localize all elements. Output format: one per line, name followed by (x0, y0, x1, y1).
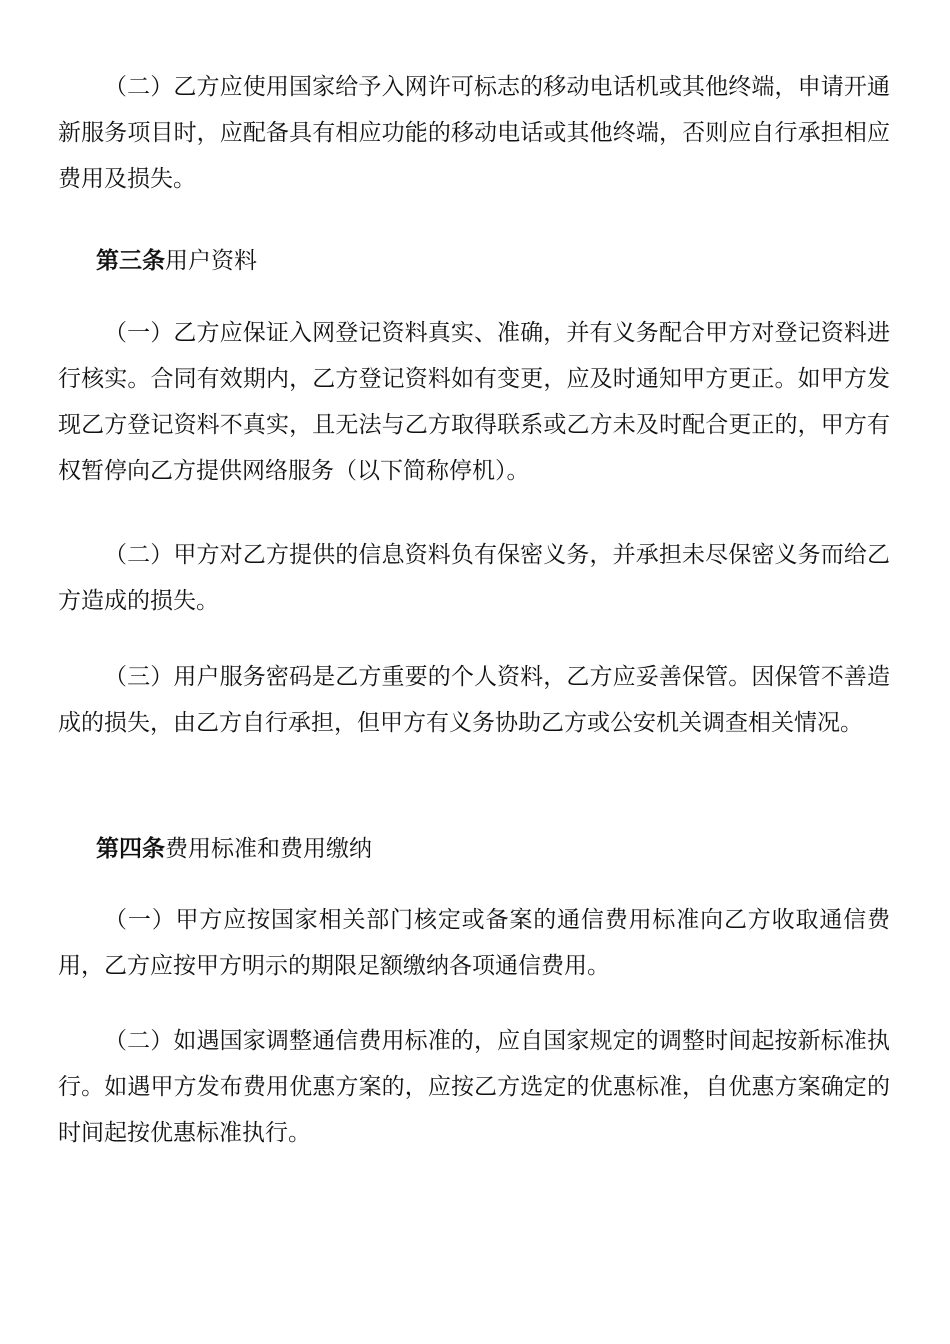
paragraph-registration-info: （一）乙方应保证入网登记资料真实、准确，并有义务配合甲方对登记资料进行核实。合同有效期内，乙方登记资料如有变更，应及时通知甲方更正。如甲方发现乙方登记资料不真实，且无法与乙方取得联系或乙方未及时配合更正的，甲方有权暂停向乙方提供网络服务（以下简称停机）。 (58, 320, 890, 484)
paragraph-confidentiality: （二）甲方对乙方提供的信息资料负有保密义务，并承担未尽保密义务而给乙方造成的损失。 (58, 542, 890, 614)
paragraph-terminal-requirement: （二）乙方应使用国家给予入网许可标志的移动电话机或其他终端，申请开通新服务项目时，应配备具有相应功能的移动电话或其他终端，否则应自行承担相应费用及损失。 (58, 74, 890, 192)
paragraph-fee-adjustment: （二）如遇国家调整通信费用标准的，应自国家规定的调整时间起按新标准执行。如遇甲方发布费用优惠方案的，应按乙方选定的优惠标准，自优惠方案确定的时间起按优惠标准执行。 (58, 1028, 890, 1146)
section-heading-article-4 (96, 826, 372, 872)
paragraph-fee-standard: （一）甲方应按国家相关部门核定或备案的通信费用标准向乙方收取通信费用，乙方应按甲方明示的期限足额缴纳各项通信费用。 (58, 907, 890, 979)
article-title: 费用标准和费用缴纳 (165, 836, 372, 862)
section-heading-article-3 (96, 238, 257, 284)
article-title: 用户资料 (165, 248, 257, 274)
paragraph-service-password: （三）用户服务密码是乙方重要的个人资料，乙方应妥善保管。因保管不善造成的损失，由乙方自行承担，但甲方有义务协助乙方或公安机关调查相关情况。 (58, 664, 890, 736)
article-number: 第四条 (96, 835, 165, 862)
article-number: 第三条 (96, 247, 165, 274)
